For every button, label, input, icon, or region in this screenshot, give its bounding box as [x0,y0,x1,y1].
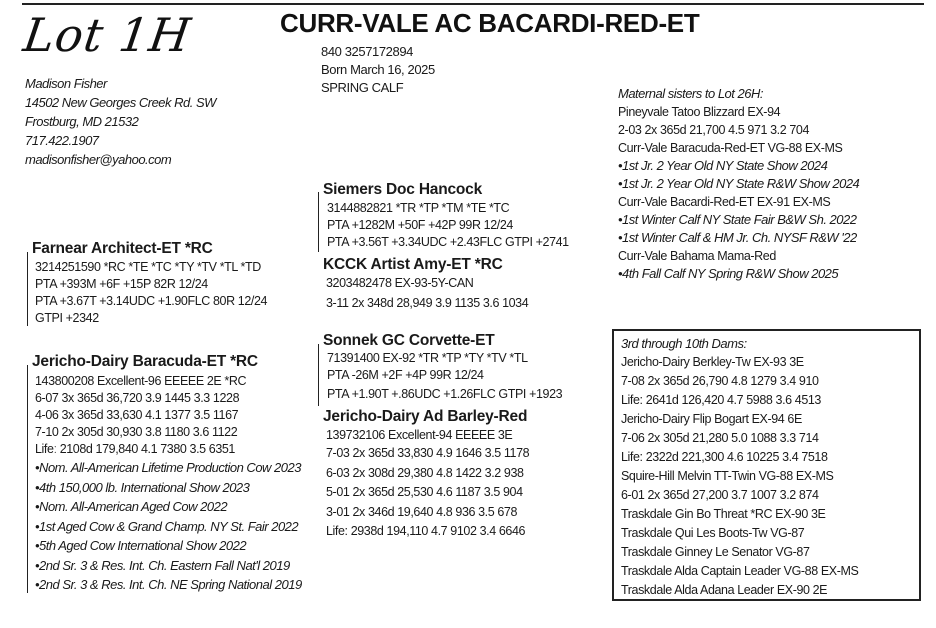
dam-dam-details [326,427,529,542]
dam-sire-line: PTA +1.90T +.86UDC +1.26FLC GTPI +1923 [327,387,563,401]
dams-line: Life: 2322d 221,300 4.6 10225 3.4 7518 [621,450,828,464]
dams-line: Traskdale Alda Captain Leader VG-88 EX-MS [621,564,859,578]
dam-sire-line: 71391400 EX-92 *TR *TP *TY *TV *TL [327,351,528,365]
consignor-block [25,74,216,169]
dam-dam-name: Jericho-Dairy Ad Barley-Red [323,408,528,425]
dam-dam-line: 139732106 Excellent-94 EEEEE 3E [326,428,513,442]
animal-info [321,43,435,97]
dam-line: 4-06 3x 365d 33,630 4.1 1377 3.5 1167 [35,408,239,422]
dam-dam-line: 3-01 2x 346d 19,640 4.8 936 3.5 678 [326,504,518,519]
sire-line: PTA +3.67T +3.14UDC +1.90FLC 80R 12/24 [35,294,268,308]
animal-id: 840 3257172894 [321,44,414,59]
dam-honor: •2nd Sr. 3 & Res. Int. Ch. NE Spring National 2019 [35,577,302,592]
sister-line: Curr-Vale Baracuda-Red-ET VG-88 EX-MS [618,141,843,155]
consignor-phone: 717.422.1907 [25,133,99,148]
dam-line: 6-07 3x 365d 36,720 3.9 1445 3.3 1228 [35,391,240,405]
dams-line: Jericho-Dairy Berkley-Tw EX-93 3E [621,355,804,369]
dams-line: Traskdale Ginney Le Senator VG-87 [621,545,810,559]
dams-line: Traskdale Gin Bo Threat *RC EX-90 3E [621,507,826,521]
sister-line: •1st Winter Calf & HM Jr. Ch. NYSF R&W '22 [618,230,857,245]
lot-label: Lot 1H [20,8,195,62]
dam-line: Lifeː 2108d 179,840 4.1 7380 3.5 6351 [35,442,235,456]
sire-sire-line: PTA +3.56T +3.34UDC +2.43FLC GTPI +2741 [327,235,569,249]
consignor-address2: Frostburg, MD 21532 [25,114,139,129]
sire-line: PTA +393M +6F +15P 82R 12/24 [35,277,208,291]
sister-line: Pineyvale Tatoo Blizzard EX-94 [618,105,781,119]
sire-sire-name: Siemers Doc Hancock [323,181,483,198]
maternal-sisters-heading: Maternal sisters to Lot 26H: [618,86,763,101]
sire-line: 3214251590 *RC *TE *TC *TY *TV *TL *TD [35,260,261,274]
sire-dam-name: KCCK Artist Amy-ET *RC [323,256,503,273]
sister-line: •1st Jr. 2 Year Old NY State R&W Show 2024 [618,176,860,191]
dam-honor: •2nd Sr. 3 & Res. Int. Ch. Eastern Fall Nat'l 2019 [35,557,290,573]
dam-sire-line: PTA -26M +2F +4P 99R 12/24 [327,368,484,382]
animal-title: CURR-VALE AC BACARDI-RED-ET [280,8,700,38]
dam-dam-line: 5-01 2x 365d 25,530 4.6 1187 3.5 904 [326,485,523,499]
dams-line: Jericho-Dairy Flip Bogart EX-94 6E [621,412,802,426]
dams-line: 7-08 2x 365d 26,790 4.8 1279 3.4 910 [621,374,819,388]
dam-name: Jericho-Dairy Baracuda-ET *RC [32,353,258,370]
sister-line: 2-03 2x 365d 21,700 4.5 971 3.2 704 [618,123,810,137]
sire-dam-details [326,275,528,312]
dam-sire-name: Sonnek GC Corvette-ET [323,332,495,349]
dam-dam-line: Life: 2938d 194,110 4.7 9102 3.4 6646 [326,524,526,538]
sire-line: GTPI +2342 [35,311,99,325]
dam-dam-line: 6-03 2x 308d 29,380 4.8 1422 3.2 938 [326,465,524,480]
sister-line: Curr-Vale Bacardi-Red-ET EX-91 EX-MS [618,195,831,209]
dam-honor: •Nom. All-American Lifetime Production Cow 2023 [35,460,301,475]
sire-name: Farnear Architect-ET *RC [32,240,213,257]
dams-line: 6-01 2x 365d 27,200 3.7 1007 3.2 874 [621,488,819,502]
sire-dam-line: 3203482478 EX-93-5Y-CAN [326,276,474,290]
dams-line: 7-06 2x 305d 21,280 5.0 1088 3.3 714 [621,431,819,445]
consignor-name: Madison Fisher [25,76,107,91]
dams-box [612,329,921,601]
sister-line: •1st Jr. 2 Year Old NY State Show 2024 [618,158,828,173]
dam-honor: •1st Aged Cow & Grand Champ. NY St. Fair 2022 [35,518,299,534]
sister-line: Curr-Vale Bahama Mama-Red [618,249,776,263]
animal-class: SPRING CALF [321,80,404,95]
dams-heading: 3rd through 10th Dams: [621,336,747,351]
animal-born: Born March 16, 2025 [321,62,435,77]
dam-honor: •5th Aged Cow International Show 2022 [35,538,247,553]
sire-dam-line: 3-11 2x 348d 28,949 3.9 1135 3.6 1034 [326,296,529,310]
maternal-sisters [618,84,859,283]
dams-line: Life: 2641d 126,420 4.7 5988 3.6 4513 [621,393,821,407]
sire-details [27,252,267,326]
sire-sire-details [318,192,569,252]
dam-line: 143800208 Excellent-96 EEEEE 2E *RC [35,374,247,388]
dams-line: Traskdale Qui Les Boots-Tw VG-87 [621,526,805,540]
sire-sire-line: 3144882821 *TR *TP *TM *TE *TC [327,201,510,215]
dam-honor: •Nom. All-American Aged Cow 2022 [35,499,228,514]
consignor-email: madisonfisher@yahoo.com [25,152,172,167]
dam-line: 7-10 2x 305d 30,930 3.8 1180 3.6 1122 [35,425,238,439]
sister-line: •4th Fall Calf NY Spring R&W Show 2025 [618,266,839,281]
top-rule [22,3,924,5]
dam-sire-details [318,344,562,406]
dams-line: Traskdale Alda Adana Leader EX-90 2E [621,583,828,597]
dam-honor: •4th 150,000 lb. International Show 2023 [35,479,250,495]
dams-line: Squire-Hill Melvin TT-Twin VG-88 EX-MS [621,469,834,483]
sister-line: •1st Winter Calf NY State Fair B&W Sh. 2022 [618,212,857,227]
consignor-address1: 14502 New Georges Creek Rd. SW [25,95,216,110]
sire-sire-line: PTA +1282M +50F +42P 99R 12/24 [327,218,513,232]
dam-dam-line: 7-03 2x 365d 33,830 4.9 1646 3.5 1178 [326,446,530,460]
dam-details [27,365,302,593]
